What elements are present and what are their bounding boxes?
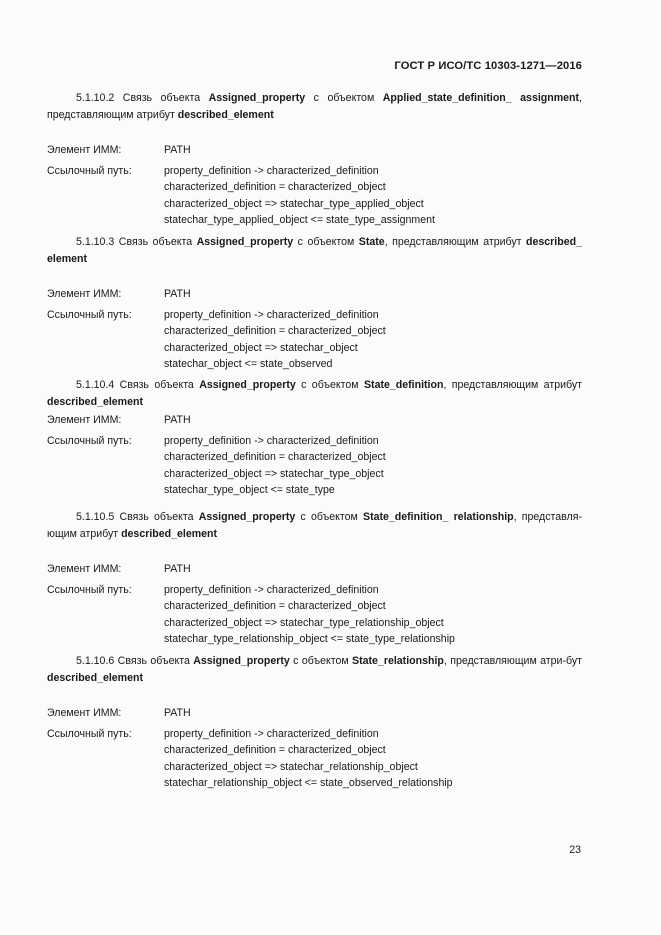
ref-path-block [47, 307, 582, 373]
element-label: Элемент ИММ: [47, 414, 122, 426]
section-heading [47, 377, 582, 410]
heading-text: Связь объекта [114, 379, 200, 391]
heading-text: Связь объекта [114, 511, 199, 523]
heading-text: Связь объекта [114, 655, 194, 667]
path-row [47, 340, 582, 357]
section-5-1-10-2 [47, 90, 582, 229]
path-row [47, 323, 582, 340]
section-5-1-10-6 [47, 653, 582, 792]
path-line: characterized_object => statechar_relationship_object [164, 760, 418, 773]
ref-path-block [47, 163, 582, 229]
heading-text: с объектом [305, 92, 383, 104]
path-row [47, 615, 582, 632]
section-number: 5.1.10.4 [76, 379, 115, 391]
path-row [47, 196, 582, 213]
ref-path-label: Ссылочный путь: [47, 308, 132, 321]
path-row [47, 307, 582, 324]
path-line: property_definition -> characterized_definition [164, 583, 379, 596]
entity-name: Assigned_property [198, 511, 296, 523]
path-row [47, 775, 582, 792]
path-line: property_definition -> characterized_definition [164, 434, 379, 447]
section-heading [47, 90, 582, 123]
section-heading [47, 234, 582, 267]
path-line: statechar_type_relationship_object <= state_type_relationship [164, 633, 455, 645]
heading-text: , представляющим атрибут [47, 92, 582, 121]
attribute-name: described_element [47, 395, 143, 408]
element-label: Элемент ИММ: [47, 288, 122, 300]
element-value: PATH [164, 144, 191, 156]
element-row [47, 142, 582, 159]
section-number: 5.1.10.6 [76, 655, 115, 667]
ref-path-block [47, 433, 582, 499]
ref-path-block [47, 582, 582, 648]
path-row [47, 179, 582, 196]
entity-name: State_definition_ relationship [363, 511, 514, 523]
attribute-name: described_element [47, 671, 143, 684]
section-heading [47, 509, 582, 542]
path-row [47, 482, 582, 499]
ref-path-label: Ссылочный путь: [47, 164, 132, 177]
heading-text: Связь объекта [114, 236, 197, 248]
path-row [47, 742, 582, 759]
path-row [47, 466, 582, 483]
heading-text: с объектом [289, 655, 353, 667]
path-row [47, 356, 582, 373]
element-value: PATH [164, 414, 191, 426]
section-5-1-10-5 [47, 509, 582, 648]
path-row [47, 759, 582, 776]
path-line: property_definition -> characterized_definition [164, 308, 379, 321]
heading-text: , представля-ющим атрибут [47, 511, 582, 540]
element-row [47, 705, 582, 722]
element-row [47, 412, 582, 429]
path-line: characterized_definition = characterized_object [164, 325, 386, 337]
attribute-name: described_element [177, 108, 274, 121]
path-line: statechar_type_object <= state_type [164, 484, 335, 496]
path-row [47, 212, 582, 229]
page-number: 23 [569, 844, 581, 856]
element-value: PATH [164, 707, 191, 719]
element-label: Элемент ИММ: [47, 144, 122, 156]
section-number: 5.1.10.3 [76, 236, 115, 248]
path-row [47, 726, 582, 743]
attribute-name: described_element [121, 527, 218, 540]
section-5-1-10-4 [47, 377, 582, 499]
section-number: 5.1.10.2 [76, 92, 115, 104]
ref-path-label: Ссылочный путь: [47, 727, 132, 740]
standard-header: ГОСТ Р ИСО/ТС 10303-1271—2016 [394, 60, 582, 72]
entity-name: Assigned_property [193, 655, 290, 667]
path-line: statechar_relationship_object <= state_observed_relationship [164, 777, 453, 789]
path-line: characterized_object => statechar_type_applied_object [164, 197, 424, 210]
path-line: statechar_object <= state_observed [164, 358, 333, 370]
path-line: characterized_definition = characterized_object [164, 600, 386, 612]
ref-path-block [47, 726, 582, 792]
entity-name: Assigned_property [199, 379, 296, 391]
entity-name: Assigned_property [196, 236, 294, 248]
path-row [47, 433, 582, 450]
path-line: characterized_object => statechar_type_object [164, 467, 384, 480]
element-row [47, 286, 582, 303]
entity-name: State [358, 236, 385, 248]
path-line: property_definition -> characterized_definition [164, 164, 379, 177]
path-row [47, 163, 582, 180]
entity-name: State_definition [363, 379, 444, 391]
heading-text: , представляющим атрибут [384, 236, 527, 248]
path-row [47, 598, 582, 615]
entity-name: Applied_state_definition_ assignment [382, 92, 580, 104]
element-label: Элемент ИММ: [47, 707, 122, 719]
section-number: 5.1.10.5 [76, 511, 115, 523]
path-line: characterized_definition = characterized_object [164, 181, 386, 193]
heading-text: с объектом [295, 511, 363, 523]
path-line: characterized_definition = characterized_object [164, 451, 386, 463]
path-line: characterized_object => statechar_type_relationship_object [164, 616, 444, 629]
path-row [47, 582, 582, 599]
path-row [47, 449, 582, 466]
element-value: PATH [164, 288, 191, 300]
element-value: PATH [164, 563, 191, 575]
element-label: Элемент ИММ: [47, 563, 122, 575]
ref-path-label: Ссылочный путь: [47, 434, 132, 447]
element-row [47, 561, 582, 578]
attribute-name: described_ element [47, 236, 582, 265]
heading-text: с объектом [293, 236, 359, 248]
ref-path-label: Ссылочный путь: [47, 583, 132, 596]
path-line: characterized_object => statechar_object [164, 341, 358, 354]
section-5-1-10-3 [47, 234, 582, 373]
path-line: statechar_type_applied_object <= state_type_assignment [164, 214, 435, 226]
section-heading [47, 653, 582, 686]
heading-text: Связь объекта [114, 92, 209, 104]
heading-text: , представляющим атрибут [443, 379, 582, 391]
entity-name: Assigned_property [208, 92, 306, 104]
heading-text: , представляющим атри-бут [443, 655, 582, 667]
heading-text: с объектом [295, 379, 364, 391]
entity-name: State_relationship [352, 655, 444, 667]
path-line: property_definition -> characterized_definition [164, 727, 379, 740]
path-row [47, 631, 582, 648]
path-line: characterized_definition = characterized_object [164, 744, 386, 756]
